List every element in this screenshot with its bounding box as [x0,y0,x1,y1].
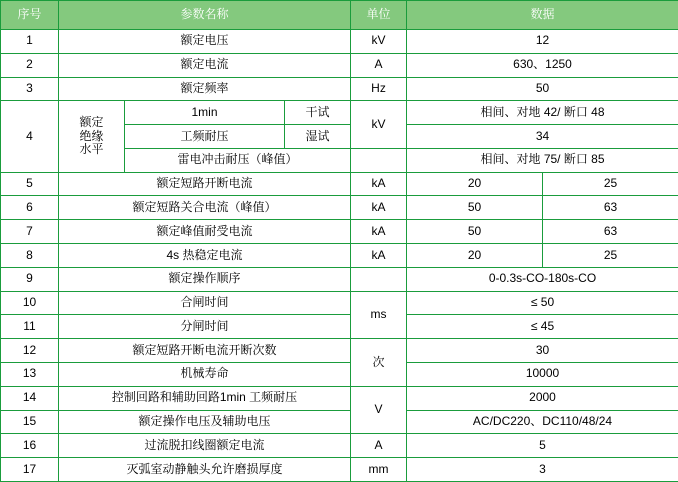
row-data-wet: 34 [407,125,678,149]
row-unit [351,267,407,291]
row-number: 14 [1,386,59,410]
row-unit: kA [351,196,407,220]
row-parameter-name: 额定短路关合电流（峰值） [59,196,351,220]
insulation-label-line3: 水平 [79,142,104,157]
row-parameter-name: 控制回路和辅助回路1min 工频耐压 [59,386,351,410]
row-data-right: 63 [543,196,678,220]
row-number: 3 [1,77,59,101]
row-parameter-name: 额定频率 [59,77,351,101]
row-data-dry: 相间、对地 42/ 断口 48 [407,101,678,125]
table-row [1,339,678,363]
row-number: 11 [1,315,59,339]
table-row [1,172,678,196]
row-parameter-name: 过流脱扣线圈额定电流 [59,434,351,458]
row-parameter-name: 额定短路开断电流 [59,172,351,196]
row-number: 10 [1,291,59,315]
row-data-left: 50 [407,220,543,244]
table-row [1,77,678,101]
row-parameter-name: 分闸时间 [59,315,351,339]
row-unit: V [351,386,407,434]
table-row [1,220,678,244]
row-data: 630、1250 [407,53,678,77]
row-number: 8 [1,244,59,268]
row-unit: kV [351,30,407,54]
row-data-right: 63 [543,220,678,244]
row-data: AC/DC220、DC110/48/24 [407,410,678,434]
row-parameter-name: 合闸时间 [59,291,351,315]
column-header-name: 参数名称 [59,1,351,30]
row-data: 3 [407,458,678,482]
row-data: 50 [407,77,678,101]
row-parameter-name: 额定峰值耐受电流 [59,220,351,244]
table-row [1,291,678,315]
row-unit: kA [351,172,407,196]
row-data: 5 [407,434,678,458]
row-parameter-name: 额定电压 [59,30,351,54]
row-number: 12 [1,339,59,363]
row-number: 1 [1,30,59,54]
row-unit: 次 [351,339,407,387]
row-parameter-name: 额定电流 [59,53,351,77]
table-row [1,315,678,339]
row-data: 0-0.3s-CO-180s-CO [407,267,678,291]
header-row [1,1,678,30]
row-data-right: 25 [543,172,678,196]
insulation-label-line1: 额定 [79,114,104,129]
row-number: 13 [1,362,59,386]
row-data: ≤ 45 [407,315,678,339]
row-number: 4 [1,101,59,172]
row-unit: kA [351,244,407,268]
table-body [1,30,678,482]
row-unit: A [351,53,407,77]
table-header [1,1,678,30]
row-data-left: 20 [407,172,543,196]
row-number: 9 [1,267,59,291]
row-number: 7 [1,220,59,244]
sub-row-label-wet: 湿试 [285,125,351,149]
column-header-data: 数据 [407,1,678,30]
row-number: 5 [1,172,59,196]
table-row [1,244,678,268]
row-number: 17 [1,458,59,482]
sub-row-label-dry: 干试 [285,101,351,125]
row-unit: A [351,434,407,458]
column-header-no: 序号 [1,1,59,30]
row-unit: kV [351,101,407,149]
row-unit: Hz [351,77,407,101]
row-data-lightning: 相间、对地 75/ 断口 85 [407,148,678,172]
row-number: 15 [1,410,59,434]
row-number: 6 [1,196,59,220]
row-data: 10000 [407,362,678,386]
table-row [1,101,678,125]
row-unit: mm [351,458,407,482]
row-unit: ms [351,291,407,339]
table-row [1,362,678,386]
row-data: 2000 [407,386,678,410]
row-parameter-name: 灭弧室动静触头允许磨损厚度 [59,458,351,482]
row-unit: kA [351,220,407,244]
row-data: 30 [407,339,678,363]
row-parameter-name: 4s 热稳定电流 [59,244,351,268]
row-number: 2 [1,53,59,77]
row-parameter-name: 机械寿命 [59,362,351,386]
row-data-left: 20 [407,244,543,268]
table-row [1,53,678,77]
table-row [1,30,678,54]
row-data-right: 25 [543,244,678,268]
table-row [1,386,678,410]
row-data: 12 [407,30,678,54]
sub-row-label-lightning: 雷电冲击耐压（峰值） [125,148,351,172]
table-row [1,196,678,220]
row-data: ≤ 50 [407,291,678,315]
table-row [1,267,678,291]
sub-row-label-power-frequency: 工频耐压 [125,125,285,149]
insulation-label-line2: 绝缘 [79,128,104,143]
sub-row-label-1min: 1min [125,101,285,125]
row-unit-empty [351,148,407,172]
column-header-unit: 单位 [351,1,407,30]
row-parameter-name: 额定操作顺序 [59,267,351,291]
table-row [1,434,678,458]
row-data-left: 50 [407,196,543,220]
row-number: 16 [1,434,59,458]
row-parameter-name: 额定短路开断电流开断次数 [59,339,351,363]
row-parameter-name: 额定操作电压及辅助电压 [59,410,351,434]
table-row [1,410,678,434]
table-row [1,458,678,482]
row-parameter-name-group [59,101,125,172]
